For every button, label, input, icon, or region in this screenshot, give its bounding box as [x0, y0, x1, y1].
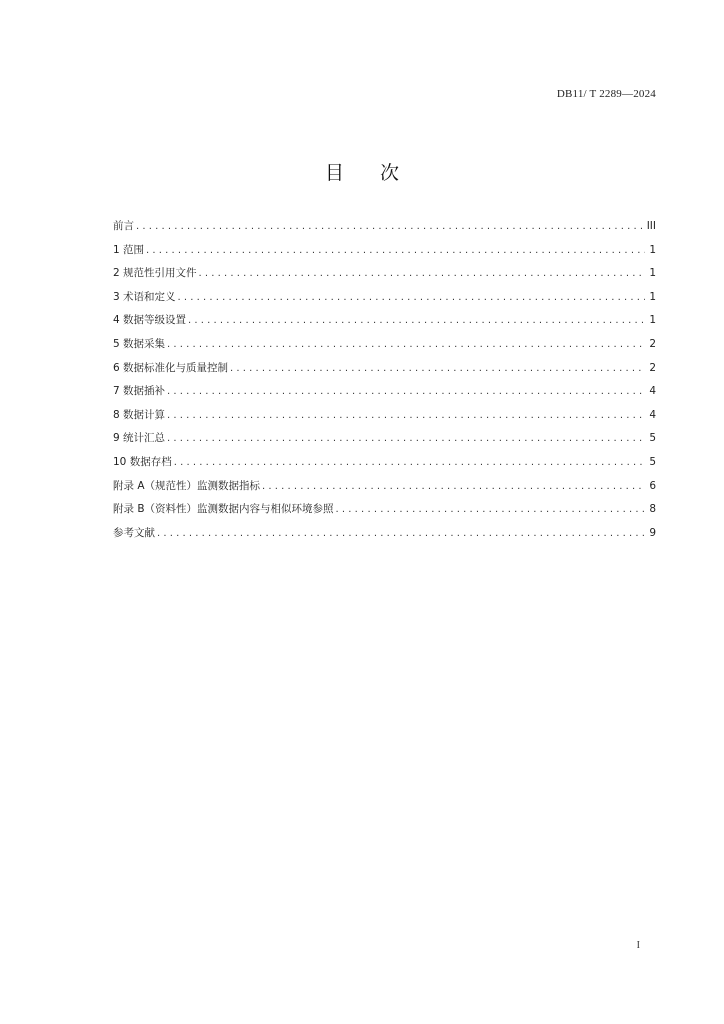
toc-entry-label: 10 数据存档 — [113, 455, 172, 468]
toc-entry-data-collection[interactable] — [113, 336, 656, 360]
page-number: I — [636, 940, 640, 951]
toc-entry-page: 1 — [649, 243, 656, 256]
toc-leader-dots — [199, 268, 646, 279]
toc-entry-scope[interactable] — [113, 242, 656, 266]
toc-entry-data-interpolation[interactable] — [113, 383, 656, 407]
standard-code: DB11/ T 2289—2024 — [556, 88, 656, 100]
toc-entry-page: 5 — [649, 455, 656, 468]
toc-title — [0, 158, 724, 185]
toc-entry-label: 8 数据计算 — [113, 408, 166, 421]
toc-leader-dots — [136, 221, 643, 232]
toc-entry-label: 4 数据等级设置 — [113, 314, 187, 327]
toc-entry-page: 9 — [649, 526, 656, 539]
toc-entry-data-levels[interactable] — [113, 312, 656, 336]
toc-entry-label: 附录 B（资料性）监测数据内容与相似环境参照 — [113, 503, 334, 516]
toc-entry-appendix-b[interactable] — [113, 501, 656, 525]
toc-entry-label: 1 范围 — [113, 243, 145, 256]
toc-title-part2: 次 — [380, 162, 400, 184]
toc-entry-label: 2 规范性引用文件 — [113, 267, 197, 280]
toc-entry-bibliography[interactable] — [113, 525, 656, 549]
toc-title-part1: 目 — [324, 162, 344, 184]
toc-leader-dots — [167, 433, 645, 444]
toc-entry-label: 参考文献 — [113, 526, 155, 539]
toc-entry-appendix-a[interactable] — [113, 478, 656, 502]
toc-entry-page: 5 — [649, 432, 656, 445]
toc-leader-dots — [174, 457, 646, 468]
toc-leader-dots — [262, 481, 645, 492]
toc-list — [113, 218, 656, 548]
toc-leader-dots — [167, 386, 645, 397]
toc-entry-page: 2 — [649, 361, 656, 374]
toc-entry-page: III — [646, 220, 656, 232]
toc-leader-dots — [167, 410, 645, 421]
toc-leader-dots — [230, 363, 645, 374]
toc-entry-data-archive[interactable] — [113, 454, 656, 478]
toc-entry-page: 1 — [649, 267, 656, 280]
toc-entry-data-calculation[interactable] — [113, 407, 656, 431]
toc-entry-page: 8 — [649, 503, 656, 516]
toc-entry-page: 6 — [649, 479, 656, 492]
toc-entry-foreword[interactable] — [113, 218, 656, 242]
toc-entry-page: 1 — [649, 290, 656, 303]
toc-entry-statistics-summary[interactable] — [113, 430, 656, 454]
toc-entry-label: 前言 — [113, 220, 134, 232]
toc-entry-terms-definitions[interactable] — [113, 289, 656, 313]
toc-leader-dots — [188, 315, 645, 326]
toc-entry-standardization-qc[interactable] — [113, 360, 656, 384]
toc-entry-label: 7 数据插补 — [113, 385, 166, 398]
toc-leader-dots — [336, 504, 646, 515]
toc-entry-page: 2 — [649, 337, 656, 350]
toc-leader-dots — [157, 528, 645, 539]
toc-entry-label: 9 统计汇总 — [113, 432, 166, 445]
toc-entry-normative-references[interactable] — [113, 265, 656, 289]
toc-entry-label: 3 术语和定义 — [113, 290, 176, 303]
toc-entry-label: 附录 A（规范性）监测数据指标 — [113, 479, 261, 492]
toc-entry-page: 4 — [649, 385, 656, 398]
toc-leader-dots — [167, 339, 645, 350]
toc-entry-label: 6 数据标准化与质量控制 — [113, 361, 229, 374]
toc-entry-label: 5 数据采集 — [113, 337, 166, 350]
toc-entry-page: 1 — [649, 314, 656, 327]
toc-leader-dots — [178, 292, 646, 303]
toc-leader-dots — [146, 245, 645, 256]
toc-entry-page: 4 — [649, 408, 656, 421]
